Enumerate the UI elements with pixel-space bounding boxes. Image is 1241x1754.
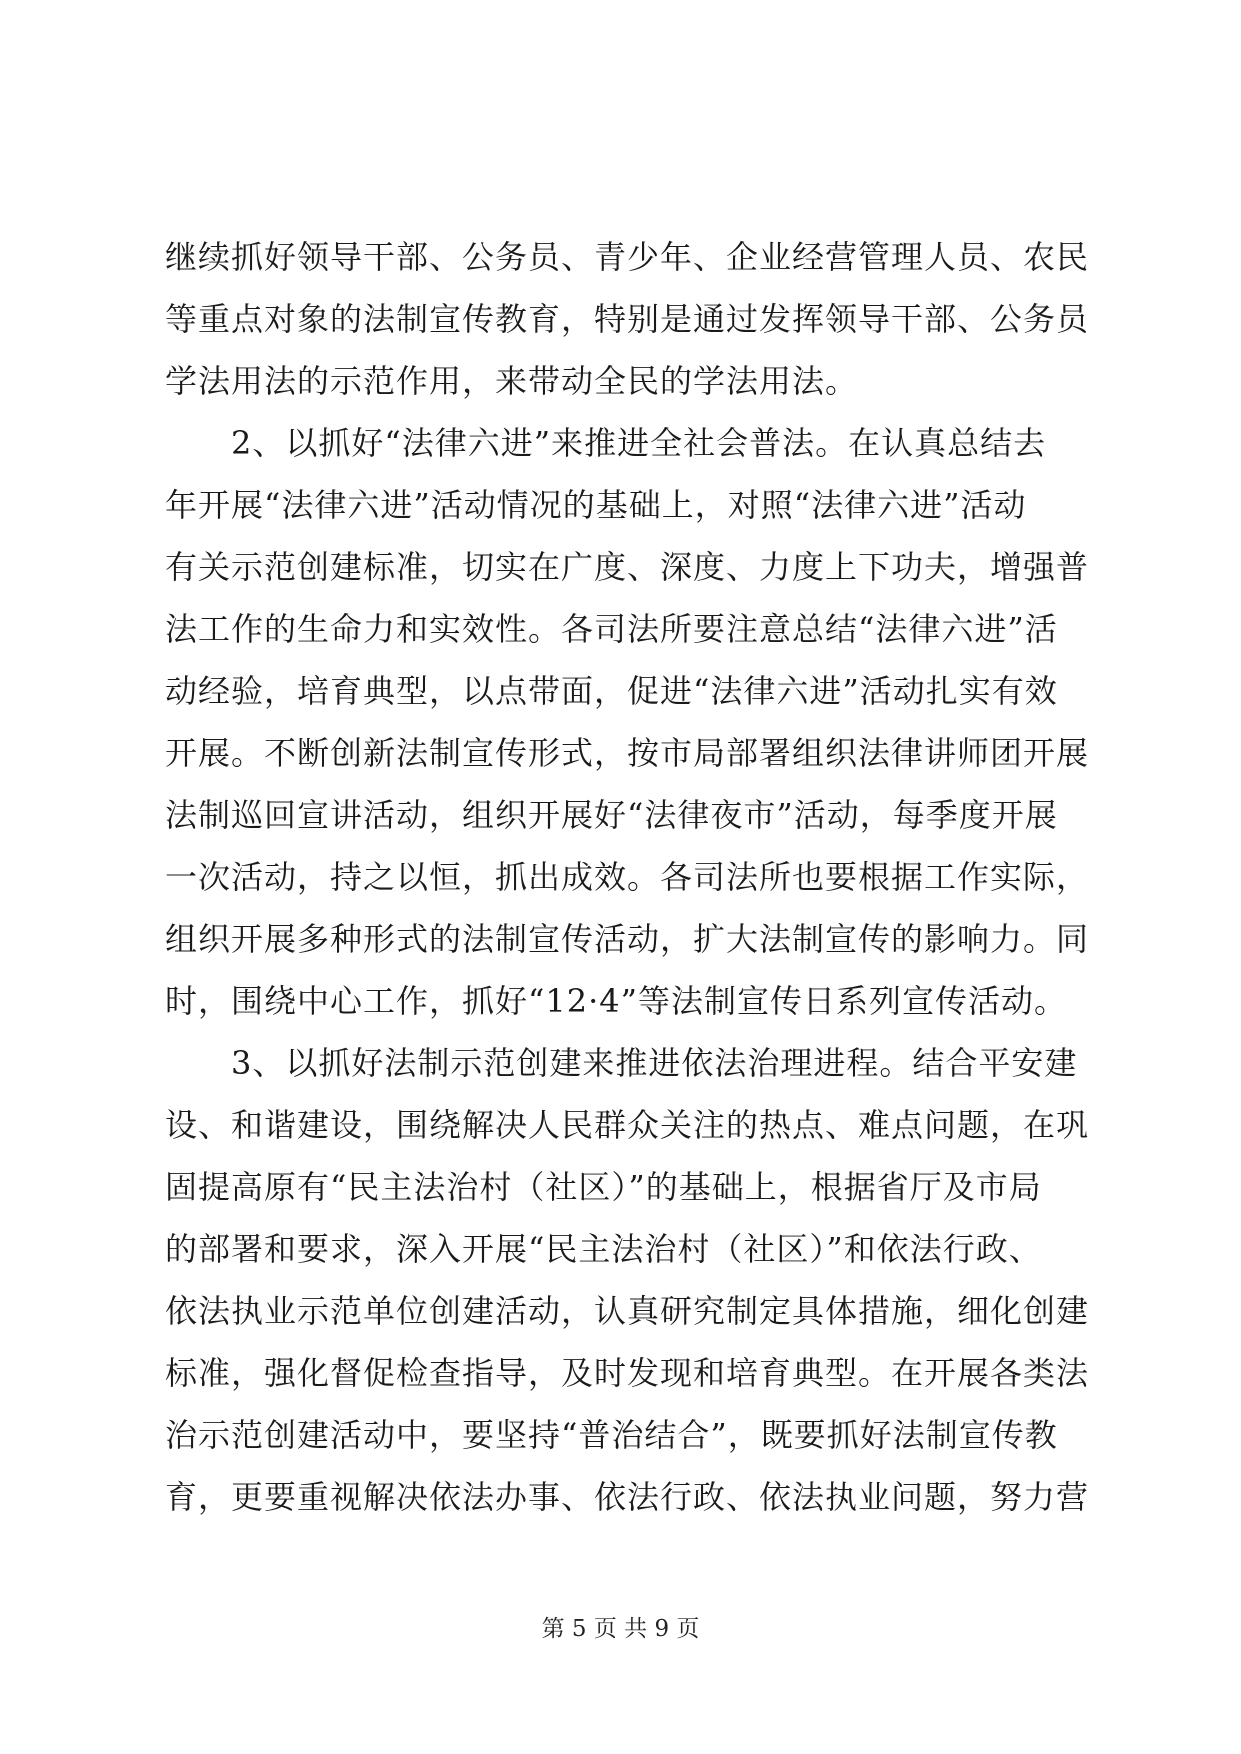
text-line: 2、以抓好“法律六进”来推进全社会普法。在认真总结去	[165, 424, 1047, 462]
text-line: 依法执业示范单位创建活动，认真研究制定具体措施，细化创建	[165, 1292, 1090, 1330]
text-line: 设、和谐建设，围绕解决人民群众关注的热点、难点问题，在巩	[165, 1106, 1090, 1144]
page-number-footer: 第 5 页 共 9 页	[541, 1616, 700, 1642]
body-text	[165, 226, 1090, 1528]
text-line: 育，更要重视解决依法办事、依法行政、依法执业问题，努力营	[165, 1478, 1090, 1516]
text-line: 学法用法的示范作用，来带动全民的学法用法。	[165, 362, 859, 400]
text-line: 时，围绕中心工作，抓好“12·4”等法制宣传日系列宣传活动。	[165, 982, 1067, 1020]
text-line: 开展。不断创新法制宣传形式，按市局部署组织法律讲师团开展	[165, 734, 1090, 772]
text-line: 继续抓好领导干部、公务员、青少年、企业经营管理人员、农民	[165, 238, 1090, 276]
text-line: 3、以抓好法制示范创建来推进依法治理进程。结合平安建	[165, 1044, 1078, 1082]
text-line: 等重点对象的法制宣传教育，特别是通过发挥领导干部、公务员	[165, 300, 1090, 338]
text-line: 组织开展多种形式的法制宣传活动，扩大法制宣传的影响力。同	[165, 920, 1090, 958]
text-line: 标准，强化督促检查指导，及时发现和培育典型。在开展各类法	[165, 1354, 1090, 1392]
text-line: 年开展“法律六进”活动情况的基础上，对照“法律六进”活动	[165, 486, 1027, 524]
text-line: 有关示范创建标准，切实在广度、深度、力度上下功夫，增强普	[165, 548, 1090, 586]
text-line: 治示范创建活动中，要坚持“普治结合”，既要抓好法制宣传教	[165, 1416, 1058, 1454]
text-line: 固提高原有“民主法治村（社区）”的基础上，根据省厅及市局	[165, 1168, 1042, 1206]
text-line: 一次活动，持之以恒，抓出成效。各司法所也要根据工作实际，	[165, 858, 1090, 896]
text-line: 的部署和要求，深入开展“民主法治村（社区）”和依法行政、	[165, 1230, 1042, 1268]
text-line: 法制巡回宣讲活动，组织开展好“法律夜市”活动，每季度开展	[165, 796, 1058, 834]
text-line: 法工作的生命力和实效性。各司法所要注意总结“法律六进”活	[165, 610, 1058, 648]
text-line: 动经验，培育典型，以点带面，促进“法律六进”活动扎实有效	[165, 672, 1058, 710]
